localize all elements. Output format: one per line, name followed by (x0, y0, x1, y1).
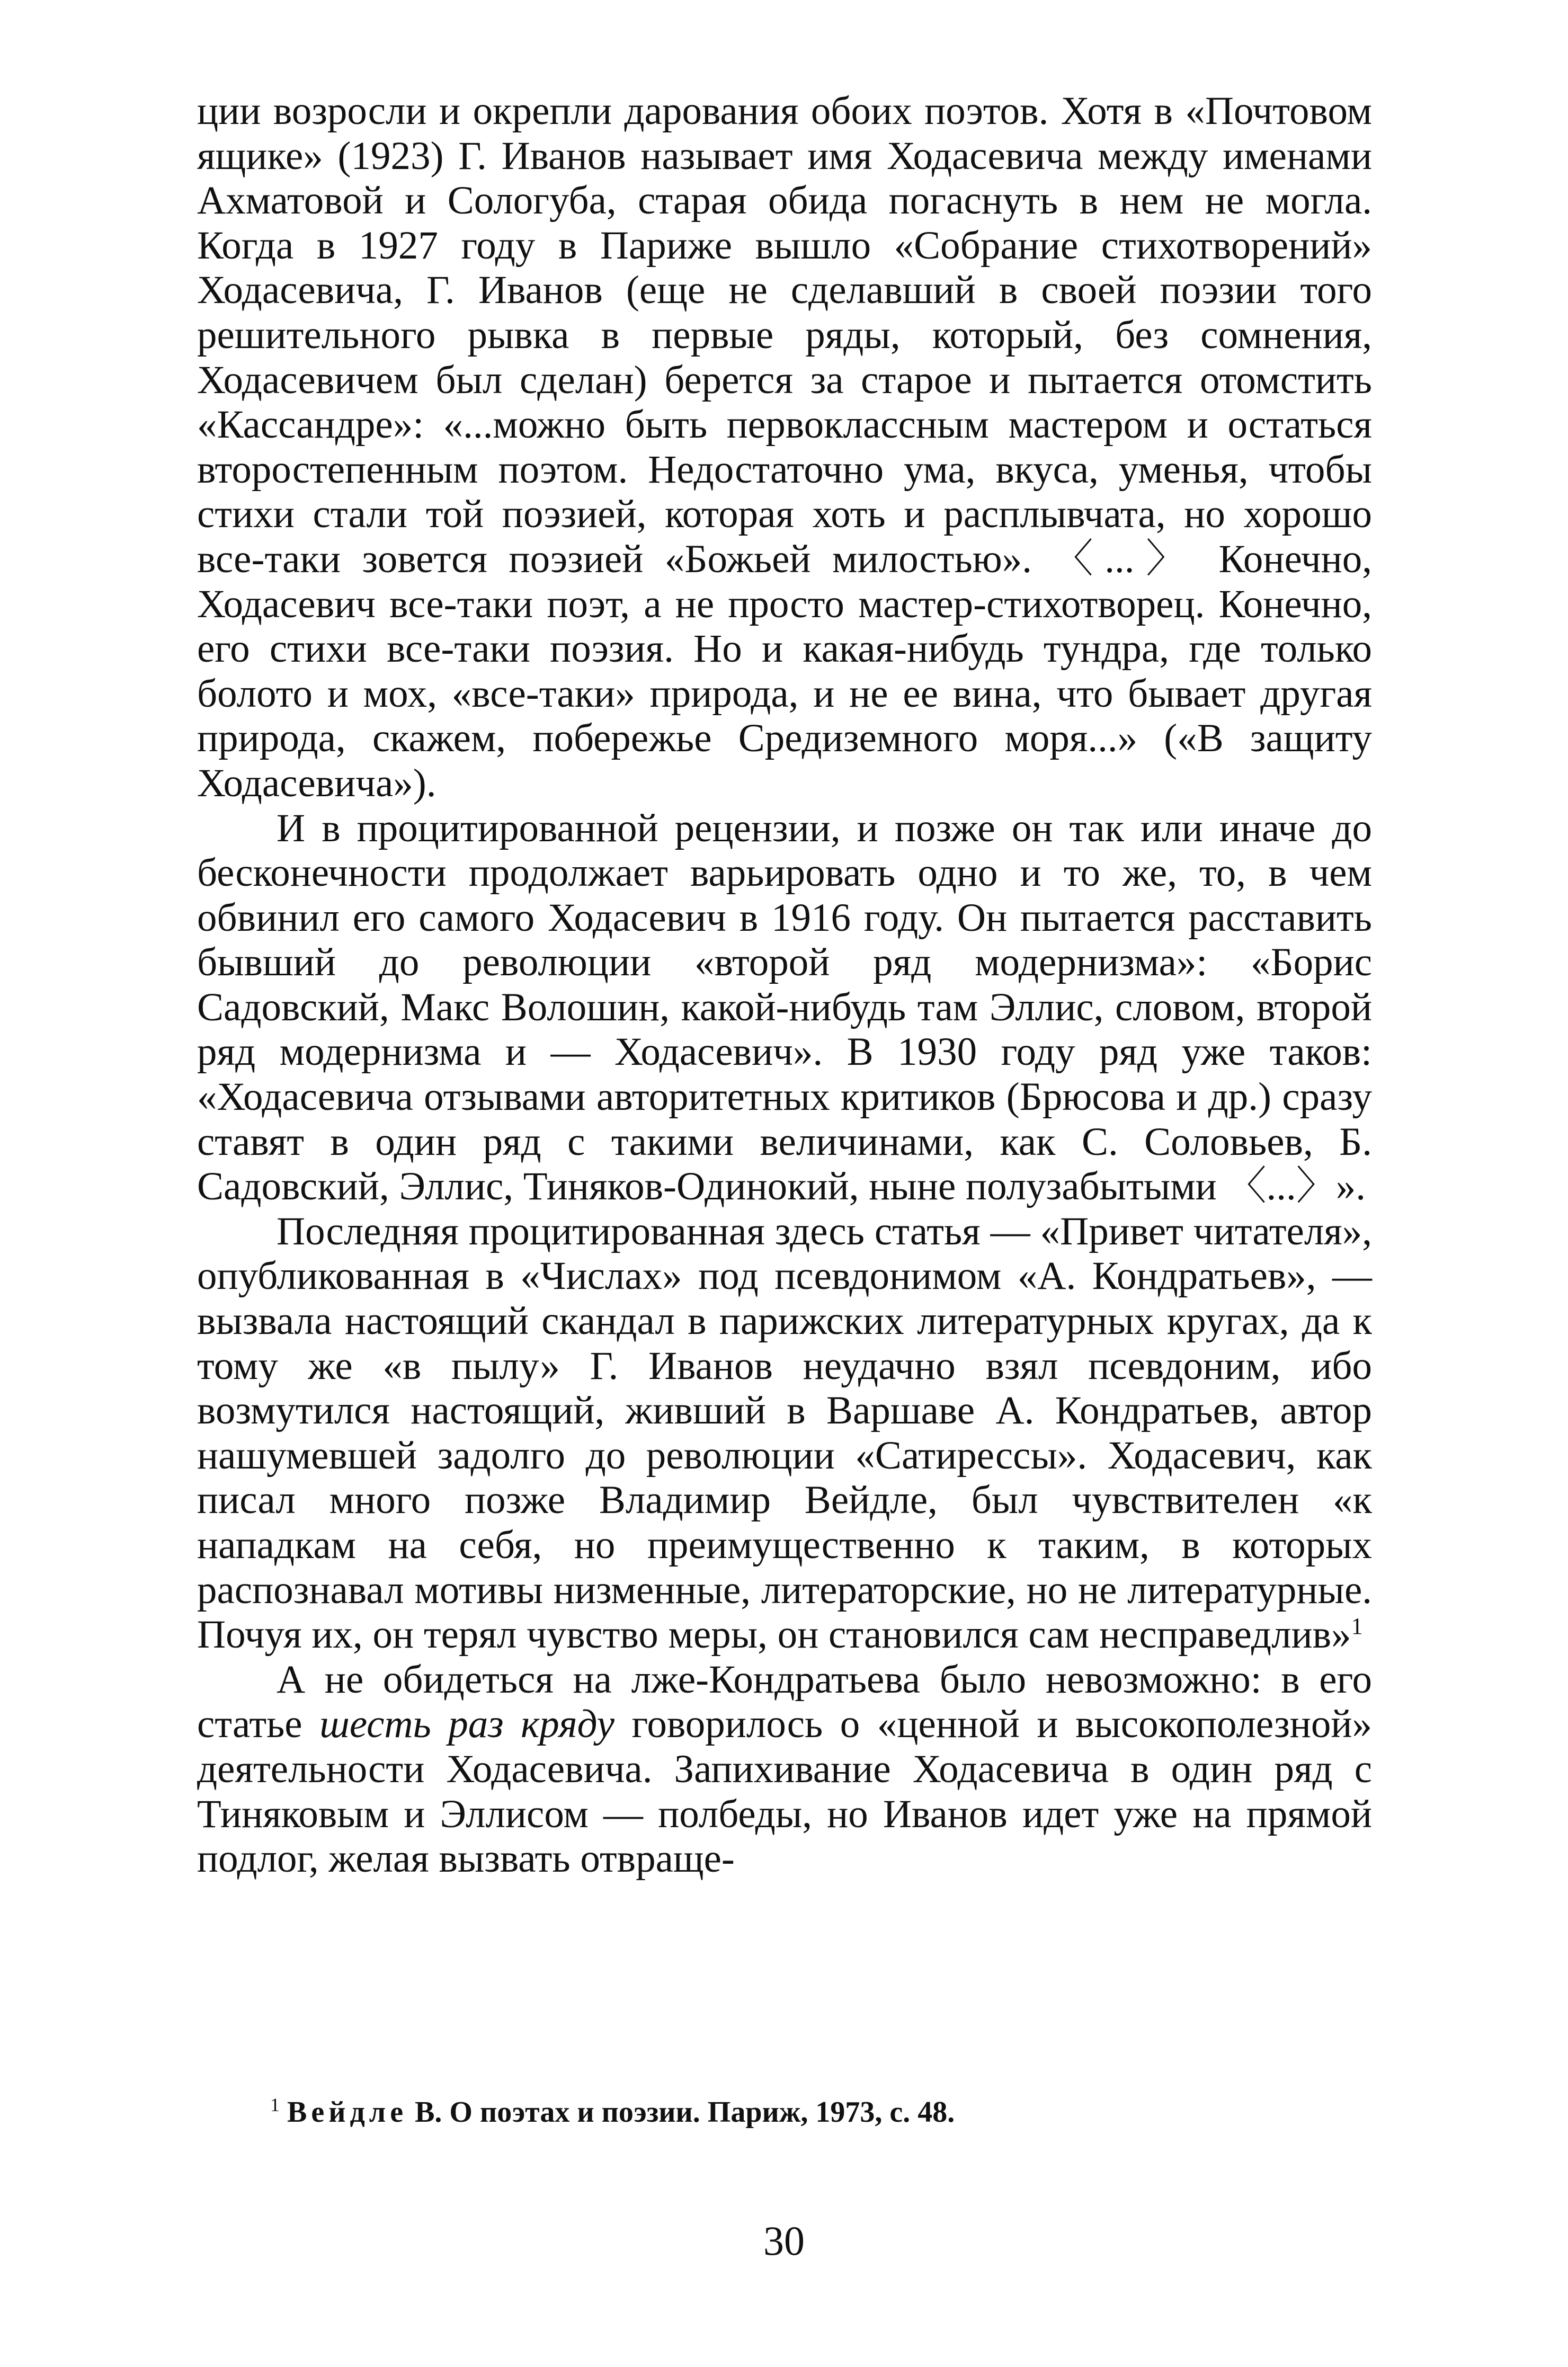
footnote-reference: 1 (1351, 1613, 1363, 1640)
footnote-author: Вейдле (287, 2096, 408, 2129)
text-run: Последняя процитированная здесь статья — «Привет читателя», опубликованная в «Числах» под псевдонимом «А. Кондратьев», — вызвала настоящий скандал в парижских литературных кругах, да к тому же «в пылу» Г. Иванов неудачно взял псевдоним, ибо возмутился настоящий, живший в Варшаве А. Кондратьев, автор нашумевшей задолго до революции «Сатирессы». Ходасевич, как писал много позже Владимир Вейдле, был чувствителен «к нападкам на себя, но преимущественно к таким, в которых распознавал мотивы низменные, литераторские, но не литературные. Почуя их, он терял чувство меры, он становился сам несправедлив» (197, 1209, 1372, 1657)
paragraph-2 (197, 806, 1372, 1209)
paragraph-3 (197, 1209, 1372, 1658)
paragraph-4 (197, 1658, 1372, 1882)
footnote (270, 2094, 1330, 2131)
text-run: И в процитированной рецензии, и позже он так или иначе до бесконечности продолжает варьировать одно и то же, то, в чем обвинил его самого Ходасевич в 1916 году. Он пытается расставить бывший до революции «второй ряд модернизма»: «Борис Садовский, Макс Волошин, какой-нибудь там Эллис, словом, второй ряд модернизма и — Ходасевич». В 1930 году ряд уже таков: «Ходасевича отзывами авторитетных критиков (Брюсова и др.) сразу ставят в один ряд с такими величинами, как С. Соловьев, Б. Садовский, Эллис, Тиняков-Одинокий, ныне полузабытыми 〈...〉». (197, 806, 1372, 1209)
text-run: говорилось о «ценной и высокополезной» деятельности Ходасевича. Запихивание Ходасевича в один ряд с Тиняковым и Эллисом — полбеды, но Иванов идет уже на прямой подлог, желая вызвать отвраще- (197, 1702, 1372, 1881)
text-run: А не обидеться на лже-Кондратьева было невозможно: в его статье (197, 1657, 1372, 1747)
paragraph-1 (197, 89, 1372, 806)
body-text (197, 89, 1372, 1882)
footnote-marker: 1 (270, 2094, 280, 2116)
italic-phrase: шесть раз кряду (319, 1702, 614, 1747)
text-run: ции возросли и окрепли дарования обоих поэтов. Хотя в «Почтовом ящике» (1923) Г. Иванов называет имя Ходасевича между именами Ахматовой и Сологуба, старая обида погаснуть в нем не могла. Когда в 1927 году в Париже вышло «Собрание стихотворений» Ходасевича, Г. Иванов (еще не сделавший в своей поэзии того решительного рывка в первые ряды, который, без сомнения, Ходасевичем был сделан) берется за старое и пытается отомстить «Кассандре»: «...можно быть первоклассным мастером и остаться второстепенным поэтом. Недостаточно ума, вкуса, уменья, чтобы стихи стали той поэзией, которая хоть и расплывчата, но хорошо все-таки зовется поэзией «Божьей милостью». 〈...〉 Конечно, Ходасевич все-таки поэт, а не просто мастер-стихотворец. Конечно, его стихи все-таки поэзия. Но и какая-нибудь тундра, где только болото и мох, «все-таки» природа, и не ее вина, что бывает другая природа, скажем, побережье Средиземного моря...» («В защиту Ходасевича»). (197, 89, 1372, 805)
footnote-text: В. О поэтах и поэзии. Париж, 1973, с. 48. (407, 2096, 955, 2129)
page-number: 30 (763, 2218, 805, 2264)
